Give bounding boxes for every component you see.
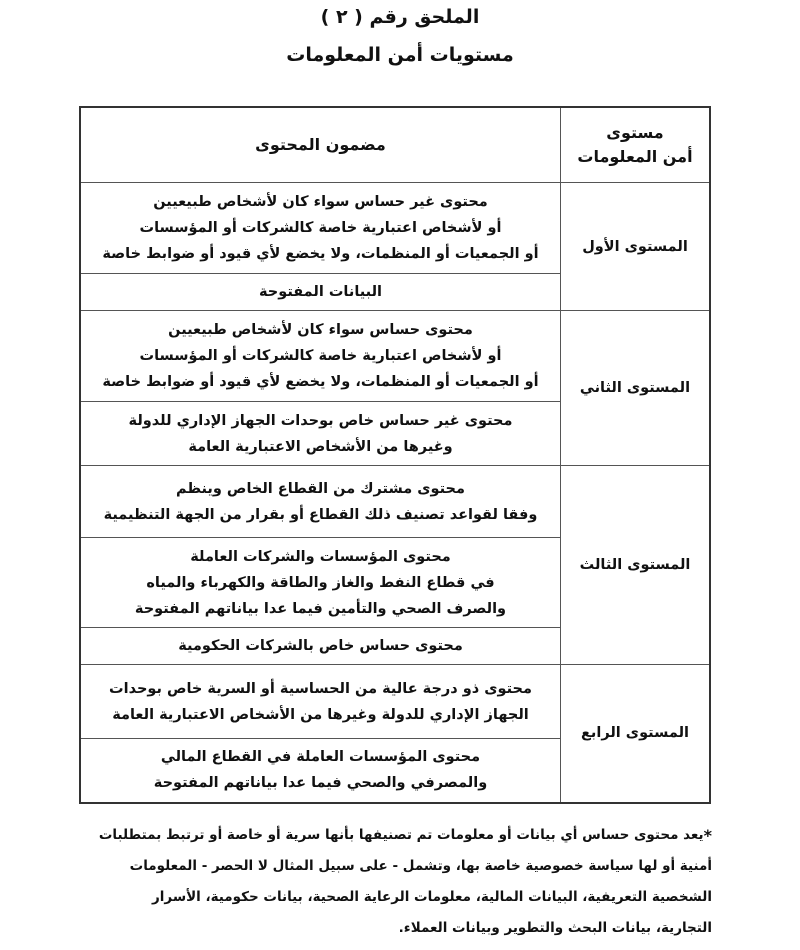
sensitive-content-footnote (80, 820, 712, 944)
content-cell (80, 665, 561, 739)
content-line: البيانات المفتوحة (258, 284, 383, 300)
content-line: محتوى ذو درجة عالية من الحساسية أو السرية خاص بوحدات (109, 680, 532, 697)
content-line: وغيرها من الأشخاص الاعتبارية العامة (188, 438, 453, 455)
table-row (80, 665, 710, 739)
footnote-line: الشخصية التعريفية، البيانات المالية، معلومات الرعاية الصحية، بيانات حكومية، الأسرار (152, 889, 712, 905)
header-level-line: أمن المعلومات (577, 147, 693, 166)
content-cell (80, 466, 561, 538)
header-content: مضمون المحتوى (80, 107, 561, 183)
footnote-text: يعد محتوى حساس أي بيانات أو معلومات تم تصنيفها بأنها سرية أو خاصة أو ترتبط بمتطلبات (98, 827, 704, 843)
table-header-row (80, 107, 710, 183)
level-cell: المستوى الثاني (561, 311, 711, 466)
content-cell (80, 538, 561, 628)
content-line: الجهاز الإداري للدولة وغيرها من الأشخاص الاعتبارية العامة (112, 706, 529, 723)
table-row (80, 466, 710, 538)
table-row (80, 183, 710, 274)
content-line: محتوى المؤسسات والشركات العاملة (190, 548, 451, 565)
header-level (561, 107, 711, 183)
content-line: أو لأشخاص اعتبارية خاصة كالشركات أو المؤسسات (139, 348, 502, 364)
content-line: محتوى غير حساس سواء كان لأشخاص طبيعيين (153, 194, 488, 210)
content-cell (80, 274, 561, 311)
content-line: محتوى المؤسسات العاملة في القطاع المالي (160, 749, 481, 766)
header-level-line: مستوى (606, 123, 664, 142)
content-cell (80, 628, 561, 665)
content-line: أو الجمعيات أو المنظمات، ولا يخضع لأي قيود أو ضوابط خاصة (102, 246, 539, 262)
content-cell (80, 739, 561, 803)
level-cell: المستوى الرابع (561, 665, 711, 803)
security-levels-table (79, 106, 711, 804)
content-line: محتوى مشترك من القطاع الخاص وينظم (176, 480, 465, 497)
content-cell (80, 311, 561, 402)
content-line: والمصرفي والصحي فيما عدا بياناتهم المفتوحة (153, 775, 488, 792)
content-cell (80, 183, 561, 274)
content-line: والصرف الصحي والتأمين فيما عدا بياناتهم المفتوحة (134, 600, 507, 617)
footnote-line (80, 820, 712, 851)
content-line: وفقا لقواعد تصنيف ذلك القطاع أو بقرار من الجهة التنظيمية (103, 506, 538, 523)
appendix-title: الملحق رقم ( ٢ ) (320, 6, 480, 28)
content-line: في قطاع النفط والغاز والطاقة والكهرباء والمياه (146, 574, 495, 591)
level-cell: المستوى الثالث (561, 466, 711, 665)
content-line: محتوى غير حساس خاص بوحدات الجهاز الإداري للدولة (128, 412, 513, 429)
content-line: أو الجمعيات أو المنظمات، ولا يخضع لأي قيود أو ضوابط خاصة (102, 374, 539, 390)
footnote-marker: * (703, 826, 712, 845)
document-subtitle: مستويات أمن المعلومات (286, 44, 514, 66)
content-line: محتوى حساس خاص بالشركات الحكومية (178, 638, 463, 654)
footnote-line: التجارية، بيانات البحث والتطوير وبيانات العملاء. (398, 920, 712, 936)
level-cell: المستوى الأول (561, 183, 711, 311)
table-row (80, 311, 710, 402)
content-line: أو لأشخاص اعتبارية خاصة كالشركات أو المؤسسات (139, 220, 502, 236)
content-line: محتوى حساس سواء كان لأشخاص طبيعيين (168, 322, 473, 338)
content-cell (80, 402, 561, 466)
footnote-line: أمنية أو لها سياسة خصوصية خاصة بها، وتشمل - على سبيل المثال لا الحصر - المعلومات (129, 858, 712, 874)
